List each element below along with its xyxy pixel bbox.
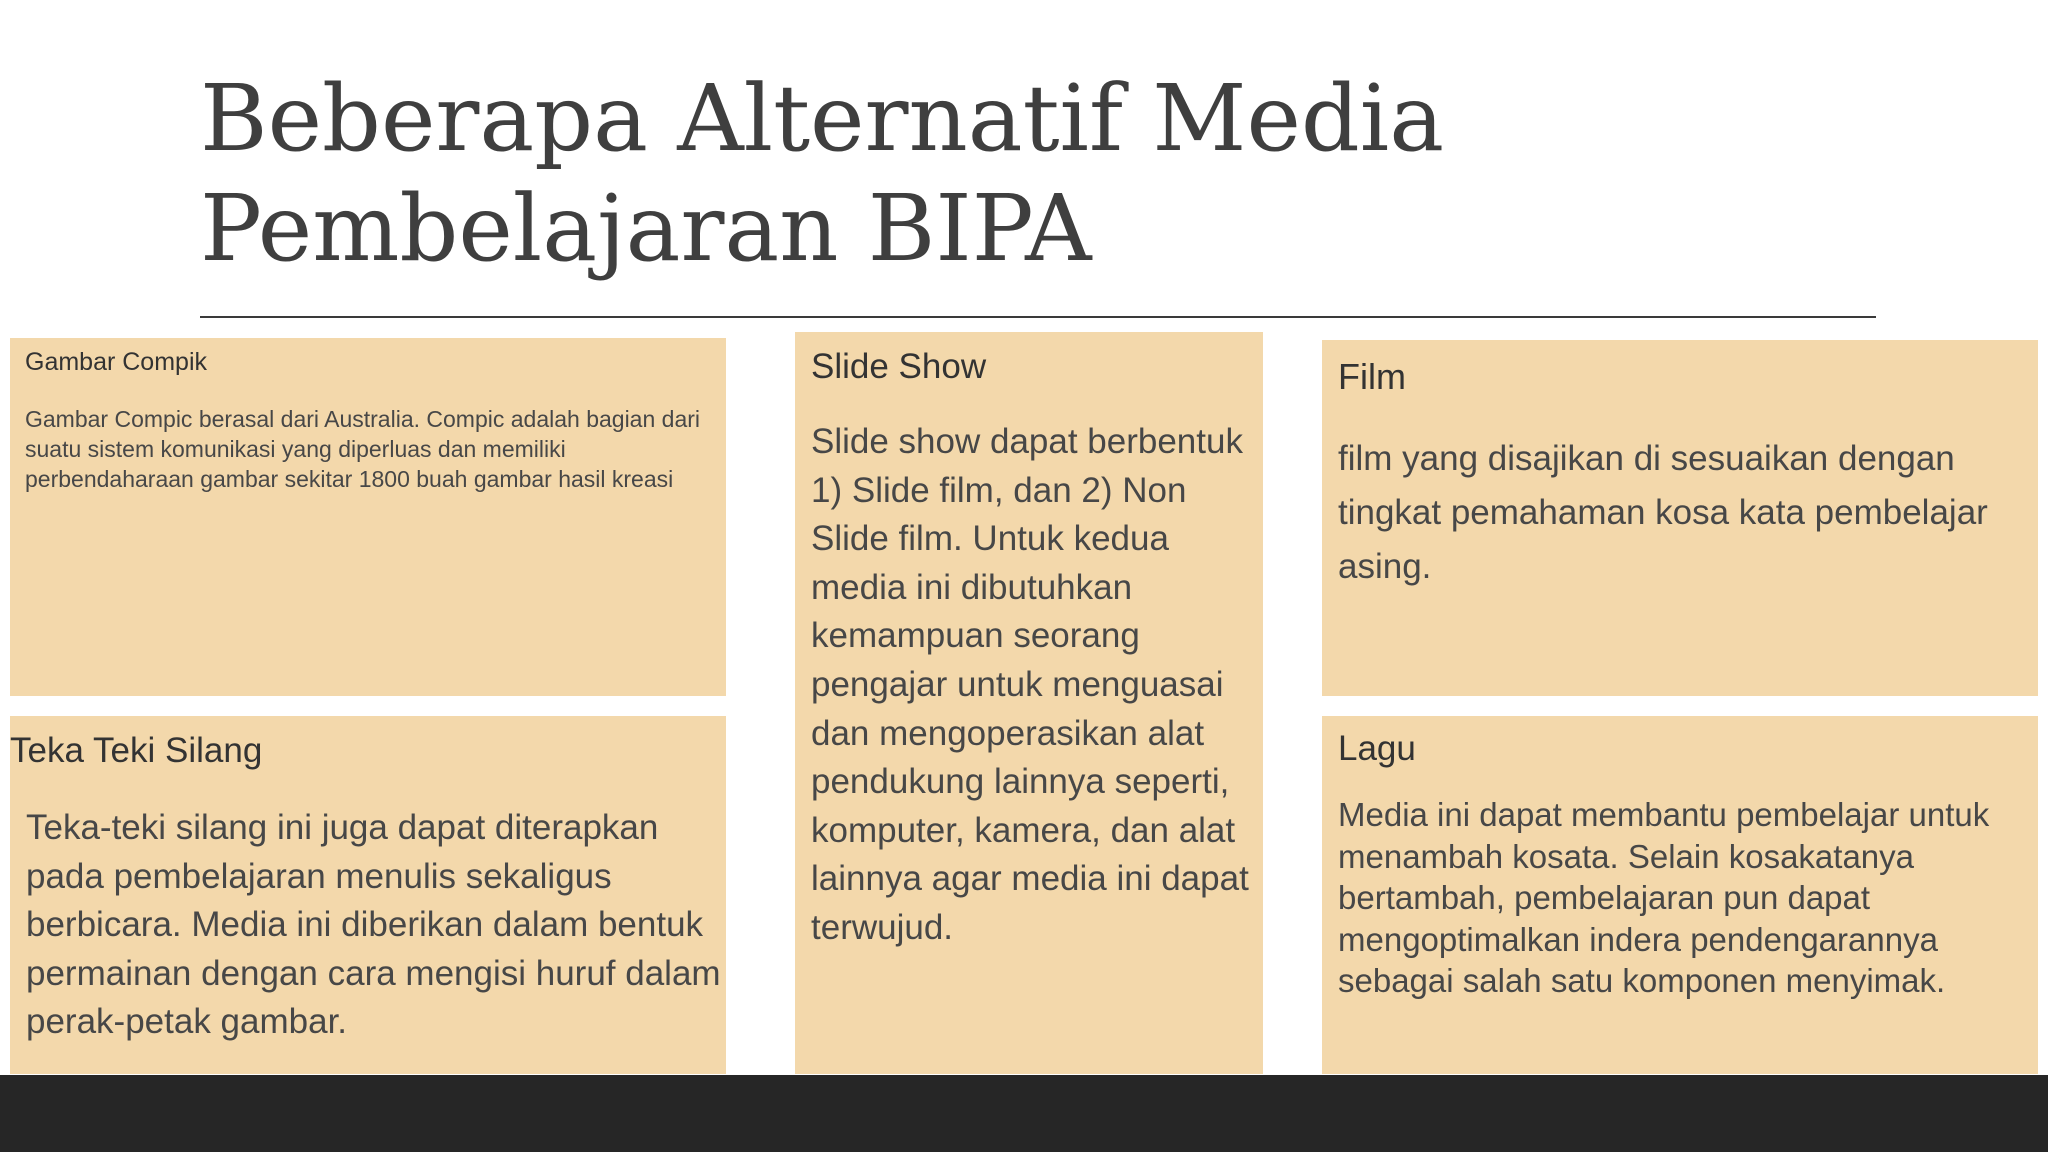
card-body-gambar-compik: Gambar Compic berasal dari Australia. Compic adalah bagian dari suatu sistem komunikasi yang diperluas dan memiliki perbendaharaan gambar sekitar 1800 buah gambar hasil kreasi: [25, 406, 701, 492]
card-body-slide-show: Slide show dapat berbentuk 1) Slide film, dan 2) Non Slide film. Untuk kedua media ini dibutuhkan kemampuan seorang pengajar untuk menguasai dan mengoperasikan alat pendukung lainnya seperti, komputer, kamera, dan alat lainnya agar media ini dapat terwujud.: [811, 422, 1249, 947]
card-teka-teki-silang: [10, 716, 726, 1074]
card-title-lagu: Lagu: [1338, 729, 1416, 768]
slide-title-line-1: Beberapa Alternatif Media: [200, 65, 1445, 172]
card-lagu: [1322, 716, 2038, 1074]
card-gambar-compik: [10, 338, 726, 696]
card-title-film: Film: [1338, 356, 1406, 397]
card-body-lagu: Media ini dapat membantu pembelajar untuk menambah kosata. Selain kosakatanya bertambah, pembelajaran pun dapat mengoptimalkan indera pendengarannya sebagai salah satu komponen menyimak.: [1338, 796, 1990, 999]
card-title-teka-teki-silang: Teka Teki Silang: [10, 731, 263, 770]
slide-title-line-2: Pembelajaran BIPA: [200, 175, 1092, 282]
footer-bar: [0, 1075, 2048, 1152]
card-film: [1322, 340, 2038, 696]
card-body-teka-teki-silang: Teka-teki silang ini juga dapat diterapkan pada pembelajaran menulis sekaligus berbicara. Media ini diberikan dalam bentuk permainan dengan cara mengisi huruf dalam perak-petak gambar.: [26, 808, 721, 1042]
card-title-gambar-compik: Gambar Compik: [25, 348, 207, 376]
card-title-slide-show: Slide Show: [811, 347, 987, 386]
title-divider: [200, 316, 1876, 318]
card-slide-show: [795, 332, 1263, 1074]
slide-title: [200, 64, 1444, 284]
card-body-film: film yang disajikan di sesuaikan dengan tingkat pemahaman kosa kata pembelajar asing.: [1338, 439, 1988, 586]
